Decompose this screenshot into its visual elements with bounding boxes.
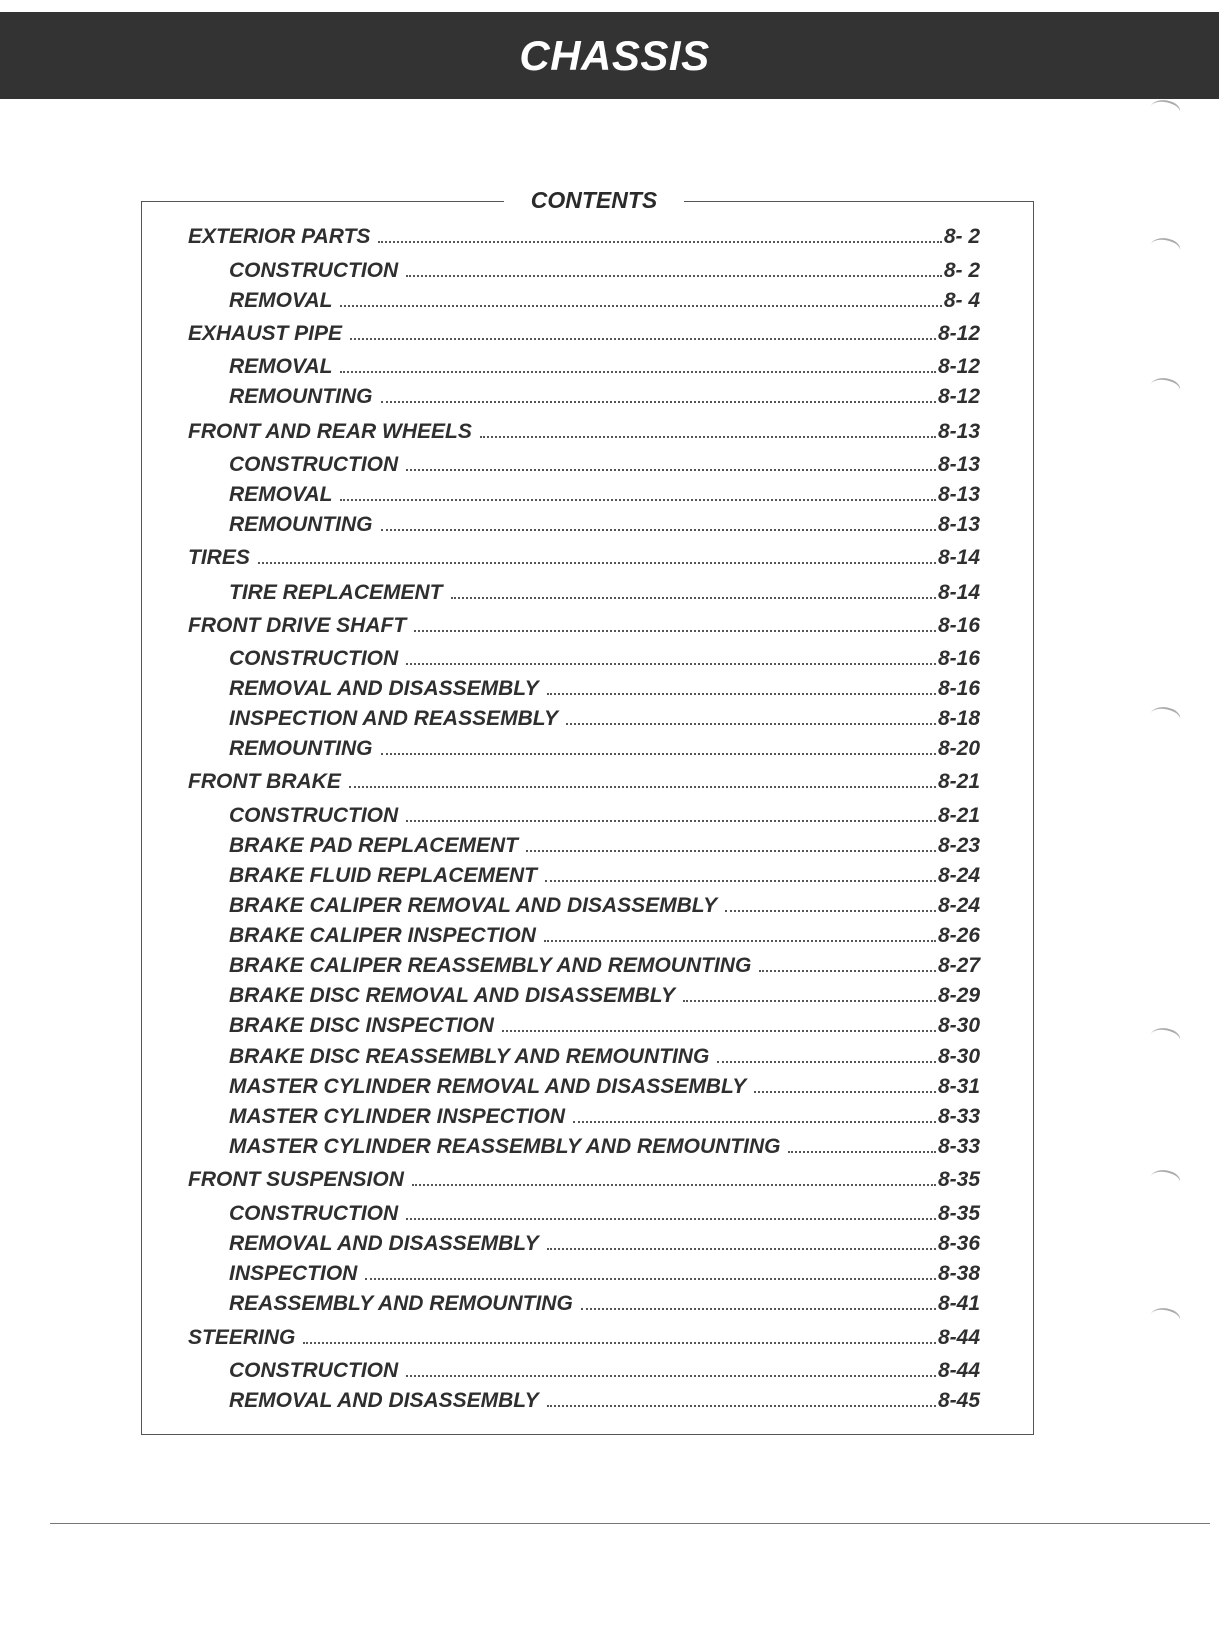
toc-entry-label: CONSTRUCTION (229, 453, 399, 476)
toc-section-entry (188, 418, 980, 446)
toc-entry-page: 8-12 (937, 385, 980, 408)
toc-entry-page: 8-35 (937, 1202, 980, 1225)
toc-entry-label: REMOUNTING (229, 737, 373, 760)
toc-section-entry (188, 612, 980, 640)
toc-entry-label: FRONT AND REAR WHEELS (188, 420, 472, 443)
toc-dot-leader (573, 1118, 936, 1123)
toc-entry-page: 8-31 (937, 1075, 980, 1098)
toc-entry-label: REASSEMBLY AND REMOUNTING (229, 1292, 573, 1315)
toc-dot-leader (414, 627, 936, 632)
toc-dot-leader (502, 1027, 936, 1032)
toc-entry-label: CONSTRUCTION (229, 804, 399, 827)
toc-subsection-entry (229, 1043, 980, 1071)
toc-entry-page: 8-13 (937, 513, 980, 536)
toc-subsection-entry (229, 1012, 980, 1040)
toc-entry-label: BRAKE DISC REMOVAL AND DISASSEMBLY (229, 984, 676, 1007)
toc-entry-label: INSPECTION AND REASSEMBLY (229, 707, 559, 730)
toc-dot-leader (526, 847, 936, 852)
toc-subsection-entry (229, 1357, 980, 1385)
toc-dot-leader (581, 1305, 936, 1310)
toc-entry-page: 8-20 (937, 737, 980, 760)
toc-dot-leader (759, 967, 936, 972)
toc-entry-page: 8-35 (937, 1168, 980, 1191)
toc-dot-leader (547, 1245, 936, 1250)
toc-dot-leader (406, 272, 942, 277)
toc-dot-leader (406, 817, 936, 822)
toc-entry-page: 8-12 (937, 322, 980, 345)
toc-entry-label: CONSTRUCTION (229, 259, 399, 282)
toc-subsection-entry (229, 982, 980, 1010)
toc-dot-leader (406, 466, 936, 471)
toc-subsection-entry (229, 952, 980, 980)
toc-subsection-entry (229, 1103, 980, 1131)
toc-entry-page: 8-23 (937, 834, 980, 857)
toc-dot-leader (544, 937, 936, 942)
toc-subsection-entry (229, 383, 980, 411)
toc-subsection-entry (229, 645, 980, 673)
toc-dot-leader (378, 238, 941, 243)
toc-dot-leader (725, 907, 936, 912)
toc-entry-label: STEERING (188, 1326, 296, 1349)
toc-entry-label: BRAKE PAD REPLACEMENT (229, 834, 518, 857)
toc-subsection-entry (229, 922, 980, 950)
toc-entry-page: 8-44 (937, 1359, 980, 1382)
toc-entry-label: REMOUNTING (229, 513, 373, 536)
toc-dot-leader (754, 1088, 936, 1093)
toc-subsection-entry (229, 1260, 980, 1288)
toc-entry-page: 8-13 (937, 453, 980, 476)
toc-dot-leader (381, 750, 936, 755)
toc-subsection-entry (229, 451, 980, 479)
toc-entry-page: 8-24 (937, 894, 980, 917)
toc-section-entry (188, 223, 980, 251)
toc-subsection-entry (229, 1387, 980, 1415)
toc-subsection-entry (229, 862, 980, 890)
toc-entry-label: BRAKE DISC REASSEMBLY AND REMOUNTING (229, 1045, 710, 1068)
toc-entry-page: 8-33 (937, 1105, 980, 1128)
toc-entry-label: MASTER CYLINDER INSPECTION (229, 1105, 566, 1128)
toc-dot-leader (381, 398, 936, 403)
toc-entry-label: EXTERIOR PARTS (188, 225, 371, 248)
toc-entry-label: BRAKE DISC INSPECTION (229, 1014, 494, 1037)
toc-entry-page: 8-13 (937, 483, 980, 506)
toc-dot-leader (365, 1275, 936, 1280)
toc-subsection-entry (229, 579, 980, 607)
toc-dot-leader (451, 594, 936, 599)
toc-entry-label: FRONT DRIVE SHAFT (188, 614, 407, 637)
toc-dot-leader (547, 690, 936, 695)
chapter-title: CHASSIS (519, 32, 710, 79)
toc-entry-label: TIRE REPLACEMENT (229, 581, 443, 604)
toc-dot-leader (480, 433, 936, 438)
toc-entry-label: REMOVAL (229, 289, 333, 312)
toc-dot-leader (683, 997, 936, 1002)
toc-section-entry (188, 544, 980, 572)
toc-entry-label: CONSTRUCTION (229, 647, 399, 670)
toc-entry-page: 8-16 (937, 647, 980, 670)
toc-dot-leader (545, 877, 936, 882)
toc-dot-leader (406, 1372, 936, 1377)
toc-dot-leader (381, 526, 936, 531)
toc-subsection-entry (229, 675, 980, 703)
toc-entry-label: REMOVAL (229, 483, 333, 506)
toc-entry-label: BRAKE CALIPER INSPECTION (229, 924, 536, 947)
toc-dot-leader (350, 335, 936, 340)
toc-dot-leader (566, 720, 936, 725)
toc-dot-leader (340, 368, 936, 373)
toc-section-entry (188, 1324, 980, 1352)
toc-entry-page: 8- 2 (943, 225, 980, 248)
toc-entry-label: BRAKE FLUID REPLACEMENT (229, 864, 537, 887)
toc-entry-label: TIRES (188, 546, 250, 569)
toc-subsection-entry (229, 257, 980, 285)
toc-dot-leader (258, 559, 936, 564)
toc-section-entry (188, 320, 980, 348)
toc-entry-page: 8-36 (937, 1232, 980, 1255)
toc-dot-leader (406, 1215, 936, 1220)
toc-section-entry (188, 768, 980, 796)
toc-entry-label: INSPECTION (229, 1262, 358, 1285)
toc-entry-label: CONSTRUCTION (229, 1202, 399, 1225)
contents-heading: CONTENTS (504, 183, 684, 217)
toc-dot-leader (406, 660, 936, 665)
toc-dot-leader (788, 1148, 936, 1153)
toc-subsection-entry (229, 353, 980, 381)
toc-entry-page: 8-29 (937, 984, 980, 1007)
toc-section-entry (188, 1166, 980, 1194)
toc-subsection-entry (229, 735, 980, 763)
toc-entry-label: BRAKE CALIPER REMOVAL AND DISASSEMBLY (229, 894, 718, 917)
toc-subsection-entry (229, 481, 980, 509)
toc-subsection-entry (229, 1073, 980, 1101)
toc-entry-page: 8-16 (937, 614, 980, 637)
toc-entry-page: 8- 2 (943, 259, 980, 282)
toc-subsection-entry (229, 511, 980, 539)
toc-entry-page: 8-45 (937, 1389, 980, 1412)
toc-subsection-entry (229, 802, 980, 830)
toc-entry-label: REMOVAL (229, 355, 333, 378)
toc-entry-label: MASTER CYLINDER REASSEMBLY AND REMOUNTING (229, 1135, 781, 1158)
toc-entry-label: CONSTRUCTION (229, 1359, 399, 1382)
toc-entry-page: 8-24 (937, 864, 980, 887)
toc-entry-page: 8-21 (937, 770, 980, 793)
toc-entry-label: REMOVAL AND DISASSEMBLY (229, 1232, 539, 1255)
toc-entry-page: 8-30 (937, 1045, 980, 1068)
toc-entry-page: 8-41 (937, 1292, 980, 1315)
toc-entry-page: 8-21 (937, 804, 980, 827)
toc-entry-page: 8-30 (937, 1014, 980, 1037)
toc-entry-page: 8-16 (937, 677, 980, 700)
toc-entry-page: 8-27 (937, 954, 980, 977)
toc-entry-page: 8-38 (937, 1262, 980, 1285)
toc-entry-label: FRONT BRAKE (188, 770, 341, 793)
toc-dot-leader (340, 302, 941, 307)
toc-subsection-entry (229, 892, 980, 920)
toc-entry-label: REMOUNTING (229, 385, 373, 408)
toc-entry-page: 8-14 (937, 546, 980, 569)
toc-dot-leader (717, 1058, 936, 1063)
toc-entry-page: 8-44 (937, 1326, 980, 1349)
toc-entry-page: 8-26 (937, 924, 980, 947)
toc-entry-page: 8-33 (937, 1135, 980, 1158)
toc-entry-label: EXHAUST PIPE (188, 322, 343, 345)
toc-dot-leader (412, 1181, 936, 1186)
toc-subsection-entry (229, 705, 980, 733)
footer-rule (50, 1523, 1210, 1524)
toc-entry-page: 8-12 (937, 355, 980, 378)
toc-entry-label: BRAKE CALIPER REASSEMBLY AND REMOUNTING (229, 954, 752, 977)
toc-entry-page: 8-14 (937, 581, 980, 604)
toc-subsection-entry (229, 1200, 980, 1228)
toc-subsection-entry (229, 287, 980, 315)
toc-subsection-entry (229, 832, 980, 860)
toc-dot-leader (547, 1402, 936, 1407)
toc-dot-leader (349, 783, 936, 788)
toc-dot-leader (340, 496, 936, 501)
toc-entry-page: 8-18 (937, 707, 980, 730)
toc-subsection-entry (229, 1290, 980, 1318)
toc-subsection-entry (229, 1230, 980, 1258)
toc-subsection-entry (229, 1133, 980, 1161)
toc-entry-page: 8- 4 (943, 289, 980, 312)
toc-entry-label: FRONT SUSPENSION (188, 1168, 404, 1191)
toc-entry-label: REMOVAL AND DISASSEMBLY (229, 677, 539, 700)
toc-dot-leader (303, 1339, 936, 1344)
toc-entry-label: REMOVAL AND DISASSEMBLY (229, 1389, 539, 1412)
toc-entry-label: MASTER CYLINDER REMOVAL AND DISASSEMBLY (229, 1075, 747, 1098)
toc-entry-page: 8-13 (937, 420, 980, 443)
